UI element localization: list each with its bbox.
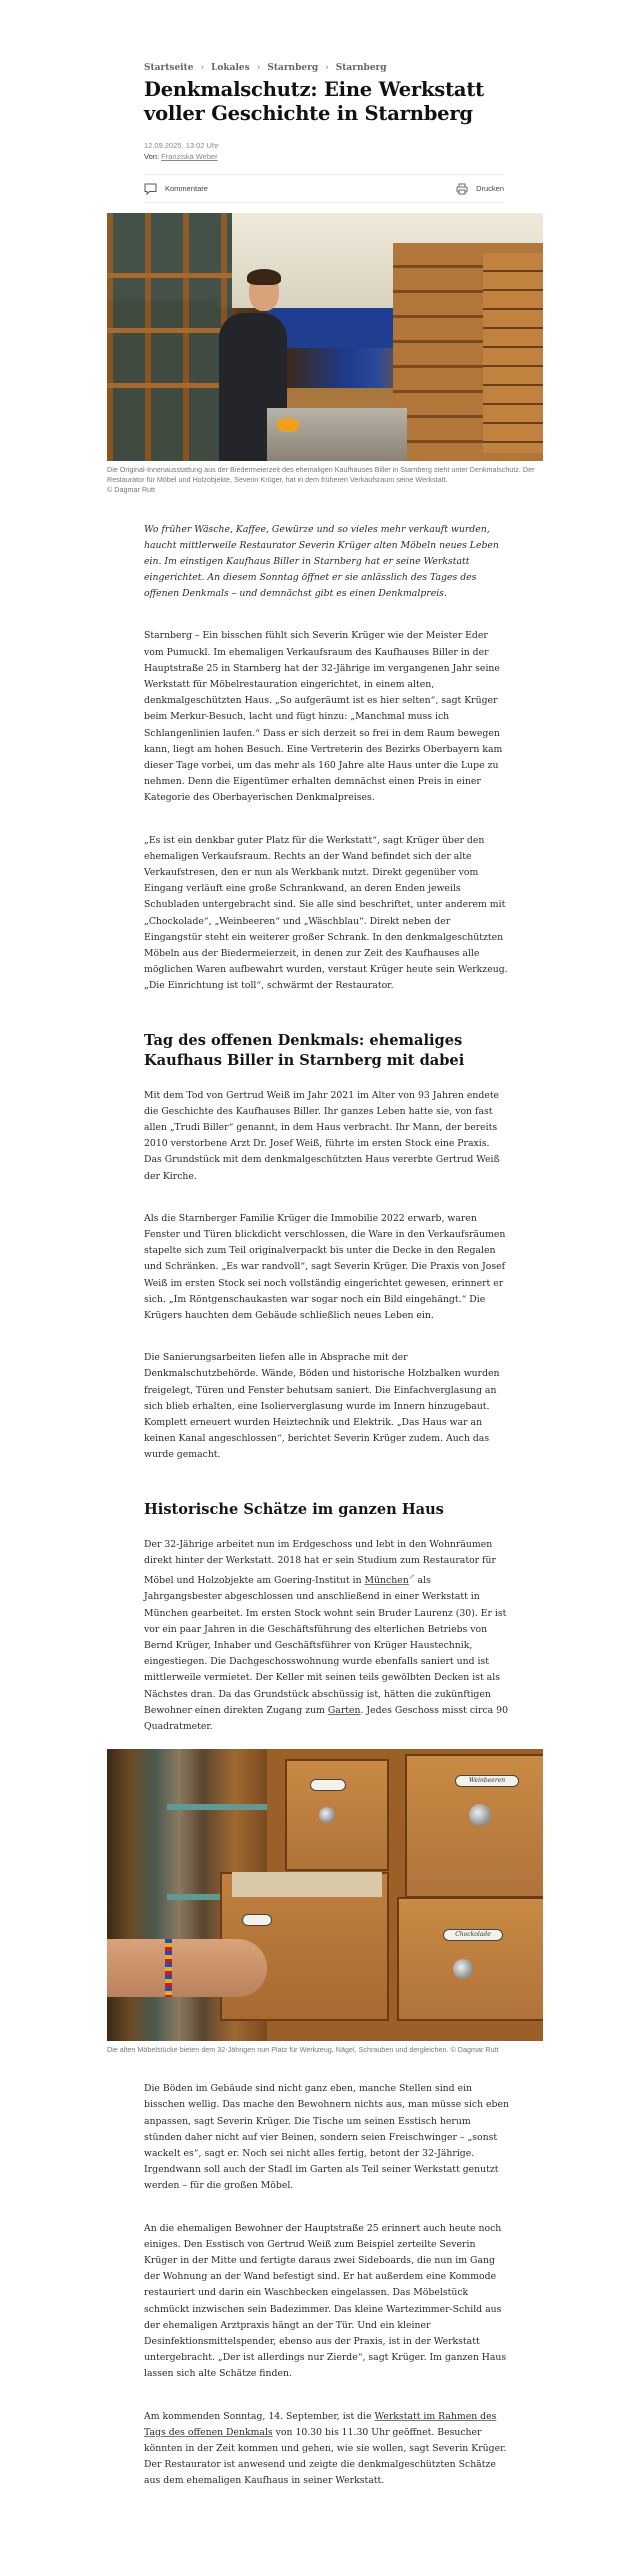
photo-credit: © Dagmar Rutt	[450, 2045, 499, 2055]
print-button[interactable]	[456, 183, 504, 195]
paragraph: Die Sanierungsarbeiten liefen alle in Absprache mit der Denkmalschutzbehörde. Wände, Böden und historische Holzbalken wurden freigelegt, Türen und Fenster behutsam saniert. Die Einfachverglasung an sich blieb erhalten, eine Isolierverglasung wurde im Innern hinzugebaut. Komplett erneuert wurden Heiztechnik und Elektrik. „Das Haus war an keinen Kanal angeschlossen“, berichtet Severin Krüger zudem. Auch das wurde gemacht.	[144, 1352, 500, 1461]
paragraph: Als die Starnberger Familie Krüger die Immobilie 2022 erwarb, waren Fenster und Türen blickdicht verschlossen, die Ware in den Verkaufsräumen stapelte sich zum Teil originalverpackt bis unter die Decke in den Regalen und Schränken. „Es war randvoll“, sagt Severin Krüger. Die Praxis von Josef Weiß im ersten Stock sei noch vollständig eingerichtet gewesen, erinnert er sich. „Im Röntgenschaukasten war sogar noch ein Bild eingehängt.“ Die Krügers hauchten dem Gebäude schließlich neues Leben ein.	[144, 1212, 506, 1321]
photo-person-hair	[247, 269, 281, 285]
paragraph-text: . Jedes Geschoss misst circa 90 Quadratmeter.	[144, 1704, 508, 1732]
drawer-label: Weinbeeren	[455, 1775, 519, 1787]
link-garten[interactable]: Garten	[327, 1704, 361, 1716]
paragraph	[144, 1537, 509, 1736]
photo-glove	[277, 418, 299, 432]
breadcrumb-separator: ›	[200, 63, 205, 73]
breadcrumb-separator: ›	[325, 63, 329, 73]
photo-shelf	[167, 1804, 267, 1810]
paragraph-text: Am kommenden Sonntag, 14. September, ist die	[144, 2410, 375, 2422]
photo-bracelet	[165, 1939, 172, 1997]
paragraph: Mit dem Tod von Gertrud Weiß im Jahr 2021 im Alter von 93 Jahren endete die Geschichte des Kaufhauses Biller. Ihr ganzes Leben hatte sie, von fast allen „Trudi Biller“ genannt, in dem Haus verbracht. Ihr Mann, der bereits 2010 verstorbene Arzt Dr. Josef Weiß, führte im ersten Stock eine Praxis. Das Grundstück mit dem denkmalgeschützten Haus vererbte Gertrud Weiß der Kirche.	[144, 1089, 500, 1182]
link-tag-des-offenen-denkmals[interactable]: Werkstatt im Rahmen des Tags des offenen Denkmals	[144, 2410, 497, 2438]
breadcrumb-starnberg[interactable]: Starnberg	[267, 63, 319, 73]
photo-arm	[107, 1939, 267, 1997]
caption-text: Die alten Möbelstücke bieten dem 32-Jährigen nun Platz für Werkzeug, Nägel, Schrauben und dergleichen.	[107, 2045, 449, 2055]
photo-shelf	[107, 328, 232, 333]
breadcrumb	[144, 0, 524, 73]
photo-shelf	[107, 273, 232, 278]
author-label: Von:	[144, 152, 160, 161]
author-link[interactable]: Franziska Weber	[161, 152, 218, 161]
breadcrumb-starnberg-current[interactable]: Starnberg	[335, 63, 387, 73]
article-lead: Wo früher Wäsche, Kaffee, Gewürze und so vieles mehr verkauft wurden, haucht mittlerweile Restaurator Severin Krüger alten Möbeln neues Leben ein. Im einstigen Kaufhaus Biller in Starnberg hat er seine Werkstatt eingerichtet. An diesem Sonntag öffnet er sie anlässlich des Tages des offenen Denkmals – und demnächst gibt es einen Denkmalpreis.	[144, 524, 499, 599]
photo-workbench	[267, 408, 407, 461]
comments-button[interactable]	[144, 183, 208, 195]
photo-drawers	[483, 253, 543, 453]
drawers-photo[interactable]	[107, 1749, 543, 2041]
page-title: Denkmalschutz: Eine Werkstatt voller Geschichte in Starnberg	[144, 78, 484, 125]
article	[107, 0, 535, 2490]
paragraph: Die Böden im Gebäude sind nicht ganz eben, manche Stellen sind ein bisschen wellig. Das mache den Bewohnern nichts aus, man müsse sich eben anpassen, sagt Severin Krüger. Die Tische um seinen Esstisch herum stünden daher nicht auf vier Beinen, sondern seien Freischwinger – „sonst wackelt es“, sagt er. Noch sei nicht alles fertig, betont der 32-Jährige. Irgendwann soll auch der Stadl im Garten als Teil seiner Werkstatt genutzt werden – für die großen Möbel.	[144, 2083, 509, 2192]
section-heading: Historische Schätze im ganzen Haus	[144, 1500, 444, 1518]
workshop-photo[interactable]	[107, 213, 543, 461]
section-heading: Tag des offenen Denkmals: ehemaliges Kaufhaus Biller in Starnberg mit dabei	[144, 1031, 465, 1069]
breadcrumb-lokales[interactable]: Lokales	[211, 63, 250, 73]
photo-drawer-contents	[232, 1872, 382, 1897]
external-link-icon: ↗	[408, 1573, 415, 1582]
breadcrumb-separator: ›	[256, 63, 261, 73]
article-meta	[144, 140, 524, 162]
photo-drawer	[397, 1897, 543, 2021]
print-label: Drucken	[476, 184, 504, 193]
publish-date: 12.09.2025, 13:02 Uhr	[144, 141, 219, 150]
paragraph: An die ehemaligen Bewohner der Hauptstraße 25 erinnert auch heute noch einiges. Den Esstisch von Gertrud Weiß zum Beispiel zerteilte Severin Krüger in der Mitte und fertigte daraus zwei Sideboards, die nun im Gang der Wohnung an der Wand befestigt sind. Er hat außerdem eine Kommode restauriert und darin ein Waschbecken eingelassen. Das Möbelstück schmückt inzwischen sein Badezimmer. Das kleine Wartezimmer-Schild aus der ehemaligen Arztpraxis hängt an der Tür. Und ein kleiner Desinfektionsmittelspender, ebenso aus der Praxis, ist in der Werkstatt untergebracht. „Der ist allerdings nur Zierde“, sagt Krüger. Im ganzen Haus lassen sich alte Schätze finden.	[144, 2222, 507, 2380]
paragraph-text: Der 32-Jährige arbeitet nun im Erdgeschoss und lebt in den Wohnräumen direkt hinter der Werkstatt. 2018 hat er sein Studium zum Restaurator für Möbel und Holzobjekte am Goering-Institut in	[144, 1538, 496, 1587]
paragraph	[144, 2409, 509, 2490]
drawer-label: Chockolade	[443, 1929, 503, 1941]
drawer-knob	[469, 1804, 491, 1826]
photo-credit: © Dagmar Rutt	[107, 485, 156, 494]
caption-text: Die Original-Innenausstattung aus der Biedermeierzeit des ehemaligen Kaufhauses Biller in Starnberg steht unter Denkmalschutz. Der Restaurator für Möbel und Holzobjekte, Severin Krüger, hat in dem früheren Verkaufsraum seine Werkstatt.	[107, 465, 535, 484]
printer-icon	[456, 183, 468, 195]
photo-left-cabinet	[107, 213, 232, 461]
paragraph-text: als Jahrgangsbester abgeschlossen und anschließend in einer Werkstatt in München gearbeitet. Im ersten Stock wohnt sein Bruder Laurenz (30). Er ist vor ein paar Jahren in die Geschäftsführung des elterlichen Betriebs von Bernd Krüger, Inhaber und Geschäftsführer von Krüger Haustechnik, eingestiegen. Die Dachgeschosswohnung wurde ebenfalls saniert und ist mittlerweile vermietet. Der Keller mit seinen teils gewölbten Decken ist als Nächstes dran. Da das Grundstück abschüssig ist, hätten die zukünftigen Bewohner einen direkten Zugang zum	[144, 1575, 507, 1716]
paragraph: Starnberg – Ein bisschen fühlt sich Severin Krüger wie der Meister Eder vom Pumuckl. Im ehemaligen Verkaufsraum des Kaufhauses Biller in der Hauptstraße 25 in Starnberg hat der 32-Jährige im vergangenen Jahr seine Werkstatt für Möbelrestauration eingerichtet, in einem alten, denkmalgeschützten Haus. „So aufgeräumt ist es hier selten“, sagt Krüger beim Merkur-Besuch, lacht und fügt hinzu: „Manchmal muss ich Schlangenlinien laufen.“ Dass er sich derzeit so frei in dem Raum bewegen kann, liegt am hohen Besuch. Eine Vertreterin des Bezirks Oberbayern kam dieser Tage vorbei, um das mehr als 160 Jahre alte Haus unter die Lupe zu nehmen. Denn die Eigentümer erhalten demnächst einen Preis in einer Kategorie des Oberbayerischen Denkmalpreises.	[144, 630, 503, 804]
breadcrumb-startseite[interactable]: Startseite	[144, 63, 194, 73]
paragraph-text: von 10.30 bis 11.30 Uhr geöffnet. Besucher könnten in der Zeit kommen und gehen, wie sie wollen, sagt Severin Krüger. Der Restaurator ist anwesend und zeigte die denkmalgeschützten Schätze aus dem ehemaligen Kaufhaus in seiner Werkstatt.	[144, 2426, 507, 2487]
article-actions	[144, 174, 504, 203]
link-muenchen[interactable]: München	[364, 1575, 409, 1587]
figure-caption	[107, 2045, 537, 2055]
drawer-label	[242, 1914, 272, 1926]
comments-label: Kommentare	[165, 184, 208, 193]
comment-icon	[144, 183, 157, 195]
drawer-label	[310, 1779, 346, 1791]
paragraph: „Es ist ein denkbar guter Platz für die Werkstatt“, sagt Krüger über den ehemaligen Verkaufsraum. Rechts an der Wand befindet sich der alte Verkaufstresen, den er nun als Werkbank nutzt. Direkt gegenüber vom Eingang verläuft eine große Schrankwand, an deren Enden jeweils Schubladen untergebracht sind. Sie alle sind beschriftet, unter anderem mit „Chockolade“, „Weinbeeren“ und „Wäschblau“. Direkt neben der Eingangstür steht ein weiterer großer Schrank. In den denkmalgeschützten Möbeln aus der Biedermeierzeit, in denen zur Zeit des Kaufhauses alle möglichen Waren aufbewahrt wurden, verstaut Krüger heute sein Werkzeug. „Die Einrichtung ist toll“, schwärmt der Restaurator.	[144, 834, 508, 992]
figure-workshop	[107, 213, 543, 495]
photo-drawer	[285, 1759, 389, 1871]
figure-drawers	[107, 1749, 543, 2055]
photo-shelf	[107, 383, 232, 388]
figure-caption	[107, 465, 537, 495]
